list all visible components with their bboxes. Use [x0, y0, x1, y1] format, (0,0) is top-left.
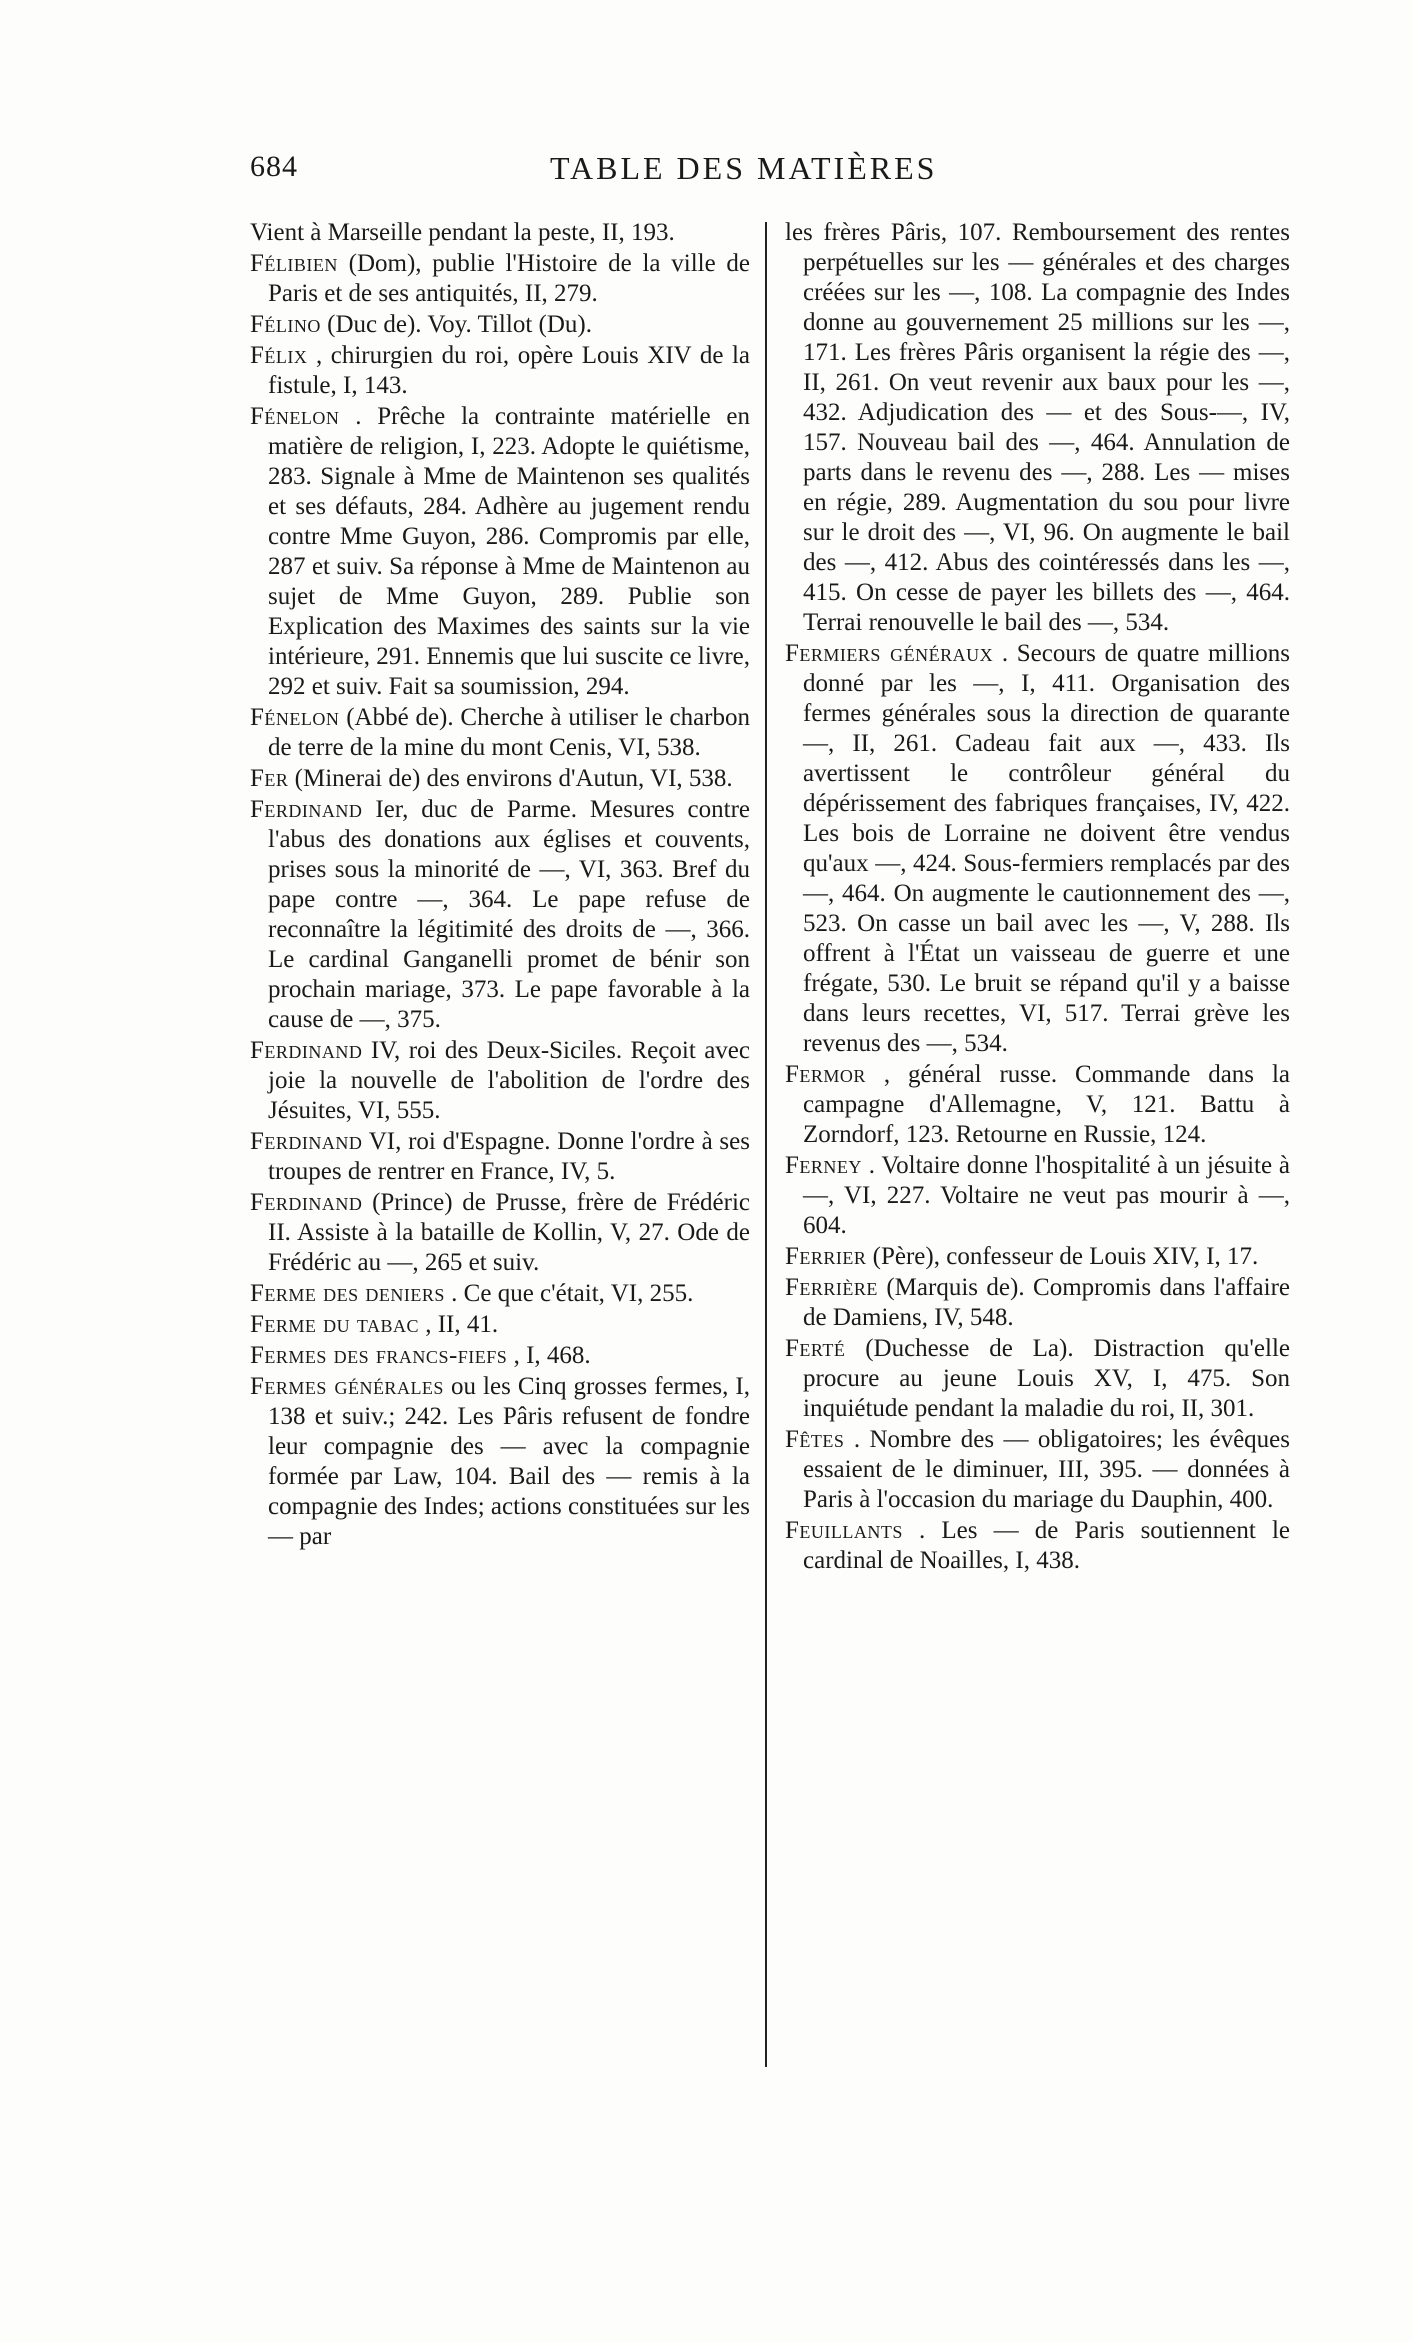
index-entry: [785, 1273, 1290, 1333]
index-entry: [250, 1127, 750, 1187]
index-entry: [250, 1372, 750, 1552]
index-entry: [250, 310, 750, 340]
index-entry: [785, 1242, 1290, 1272]
entry-headword: Félix: [250, 342, 308, 369]
entry-text: . Prêche la contrainte matérielle en matière de religion, I, 223. Adopte le quiétisme, 283. Signale à Mme de Maintenon ses qualités et ses défauts, 284. Adhère au jugement rendu contre Mme Guyon, 286. Compromis par elle, 287 et suiv. Sa réponse à Mme de Maintenon au sujet de Mme Guyon, 289. Publie son Explication des Maximes des saints sur la vie intérieure, 291. Ennemis que lui suscite ce livre, 292 et suiv. Fait sa soumission, 294.: [268, 403, 751, 700]
entry-headword: Fermiers généraux: [785, 640, 994, 667]
entry-headword: Fermor: [785, 1061, 866, 1088]
entry-text: . Ce que c'était, VI, 255.: [451, 1280, 694, 1307]
index-entry: [250, 703, 750, 763]
column-rule: [765, 222, 767, 2067]
index-entry: [785, 639, 1290, 1059]
index-entry: [250, 341, 750, 401]
entry-text: , I, 468.: [513, 1342, 591, 1369]
index-entry: [785, 1516, 1290, 1576]
entry-text: (Dom), publie l'Histoire de la ville de Paris et de ses antiquités, II, 279.: [268, 250, 750, 307]
index-entry: [250, 1188, 750, 1278]
entry-text: (Marquis de). Compromis dans l'affaire de Damiens, IV, 548.: [803, 1274, 1291, 1331]
right-column: [785, 218, 1290, 1577]
entry-text: , II, 41.: [425, 1311, 499, 1338]
entry-text: . Voltaire donne l'hospitalité à un jésuite à —, VI, 227. Voltaire ne veut pas mourir à —, 604.: [803, 1152, 1290, 1239]
entry-headword: Fêtes: [785, 1426, 845, 1453]
left-column: [250, 218, 750, 1553]
entry-headword: Ferdinand: [250, 1189, 363, 1216]
entry-text: (Minerai de) des environs d'Autun, VI, 538.: [294, 765, 733, 792]
entry-text: (Duc de). Voy. Tillot (Du).: [327, 311, 592, 338]
entry-text: . Nombre des — obligatoires; les évêques essaient de le diminuer, III, 395. — données à Paris à l'occasion du mariage du Dauphin, 400.: [803, 1426, 1290, 1513]
entry-headword: Ferney: [785, 1152, 862, 1179]
index-entry: [250, 218, 750, 248]
entry-headword: Ferrière: [785, 1274, 878, 1301]
entry-headword: Fermes des francs-fiefs: [250, 1342, 508, 1369]
entry-headword: Fénelon: [250, 403, 340, 430]
entry-text: . Secours de quatre millions donné par les —, I, 411. Organisation des fermes générales sous la direction de quarante —, II, 261. Cadeau fait aux —, 433. Ils avertissent le contrôleur général du dépérissement des fabriques françaises, IV, 422. Les bois de Lorraine ne doivent être vendus qu'aux —, 424. Sous-fermiers remplacés par des —, 464. On augmente le cautionnement des —, 523. On casse un bail avec les —, V, 288. Ils offrent à l'État un vaisseau de guerre et une frégate, 530. Le bruit se répand qu'il y a baisse dans leurs recettes, VI, 517. Terrai grève les revenus des —, 534.: [803, 640, 1291, 1057]
entry-headword: Fénelon: [250, 704, 340, 731]
entry-text: (Duchesse de La). Distraction qu'elle procure au jeune Louis XV, I, 475. Son inquiétude pendant la maladie du roi, II, 301.: [803, 1335, 1291, 1422]
entry-headword: Ferté: [785, 1335, 846, 1362]
entry-text: ou les Cinq grosses fermes, I, 138 et suiv.; 242. Les Pâris refusent de fondre leur compagnie des — avec la compagnie formée par Law, 104. Bail des — remis à la compagnie des Indes; actions constituées sur les — par: [268, 1373, 751, 1550]
entry-headword: Ferdinand: [250, 796, 363, 823]
entry-headword: Feuillants: [785, 1517, 903, 1544]
index-entry: [785, 1334, 1290, 1424]
entry-headword: Ferdinand: [250, 1128, 363, 1155]
index-entry: [250, 1036, 750, 1126]
page-title: TABLE DES MATIÈRES: [550, 150, 938, 186]
index-entry: [250, 1310, 750, 1340]
index-entry: [250, 249, 750, 309]
entry-text: les frères Pâris, 107. Remboursement des rentes perpétuelles sur les — générales et des charges créées sur les —, 108. La compagnie des Indes donne au gouvernement 25 millions sur les —, 171. Les frères Pâris organisent la régie des —, II, 261. On veut revenir aux baux pour les —, 432. Adjudication des — et des Sous-—, IV, 157. Nouveau bail des —, 464. Annulation de parts dans le revenu des —, 288. Les — mises en régie, 289. Augmentation du sou pour livre sur le droit des —, VI, 96. On augmente le bail des —, 412. Abus des cointéressés dans les —, 415. On cesse de payer les billets des —, 464. Terrai renouvelle le bail des —, 534.: [785, 219, 1290, 636]
page-number: 684: [250, 150, 298, 183]
entry-text: (Prince) de Prusse, frère de Frédéric II. Assiste à la bataille de Kollin, V, 27. Ode de Frédéric au —, 265 et suiv.: [268, 1189, 751, 1276]
index-entry: [785, 1425, 1290, 1515]
index-entry: [785, 1060, 1290, 1150]
entry-text: Vient à Marseille pendant la peste, II, 193.: [250, 219, 675, 246]
index-entry: [250, 1279, 750, 1309]
entry-text: VI, roi d'Espagne. Donne l'ordre à ses troupes de rentrer en France, IV, 5.: [268, 1128, 750, 1185]
entry-text: , chirurgien du roi, opère Louis XIV de la fistule, I, 143.: [268, 342, 751, 399]
entry-text: Ier, duc de Parme. Mesures contre l'abus des donations aux églises et couvents, prises sous la minorité de —, VI, 363. Bref du pape contre —, 364. Le pape refuse de reconnaître la légitimité des droits de —, 366. Le cardinal Ganganelli promet de bénir son prochain mariage, 373. Le pape favorable à la cause de —, 375.: [268, 796, 750, 1033]
entry-headword: Ferdinand: [250, 1037, 363, 1064]
entry-text: , général russe. Commande dans la campagne d'Allemagne, V, 121. Battu à Zorndorf, 123. Retourne en Russie, 124.: [803, 1061, 1290, 1148]
entry-text: IV, roi des Deux-Siciles. Reçoit avec joie la nouvelle de l'abolition de l'ordre des Jésuites, VI, 555.: [268, 1037, 750, 1124]
index-entry: [250, 1341, 750, 1371]
index-entry: [250, 402, 750, 702]
entry-headword: Fermes générales: [250, 1373, 444, 1400]
entry-headword: Ferme des deniers: [250, 1280, 445, 1307]
index-entry: [785, 218, 1290, 638]
entry-text: (Abbé de). Cherche à utiliser le charbon de terre de la mine du mont Cenis, VI, 538.: [268, 704, 750, 761]
index-entry: [250, 795, 750, 1035]
index-entry: [250, 764, 750, 794]
entry-text: . Les — de Paris soutiennent le cardinal de Noailles, I, 438.: [803, 1517, 1290, 1574]
entry-headword: Félibien: [250, 250, 338, 277]
entry-headword: Félino: [250, 311, 321, 338]
entry-text: (Père), confesseur de Louis XIV, I, 17.: [872, 1243, 1259, 1270]
entry-headword: Ferrier: [785, 1243, 867, 1270]
entry-headword: Fer: [250, 765, 289, 792]
entry-headword: Ferme du tabac: [250, 1311, 419, 1338]
index-entry: [785, 1151, 1290, 1241]
